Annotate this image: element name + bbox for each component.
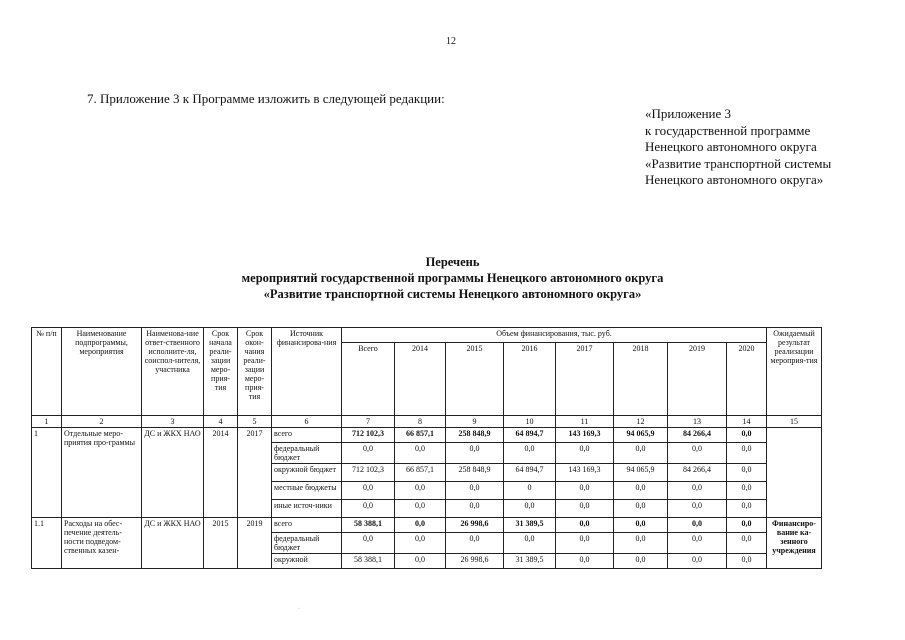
funding-value: 94 065,9 — [614, 464, 668, 482]
funding-value: 0,0 — [504, 533, 556, 554]
funding-value: 94 065,9 — [614, 428, 668, 443]
header-year: 2020 — [727, 343, 767, 416]
funding-value: 0,0 — [727, 464, 767, 482]
header-name: Наименование подпрограммы, мероприятия — [62, 328, 142, 416]
funding-value: 0,0 — [556, 518, 614, 533]
column-number: 11 — [556, 416, 614, 428]
funding-value: 0,0 — [556, 533, 614, 554]
program-table — [31, 327, 822, 569]
column-number: 7 — [342, 416, 395, 428]
appendix-line: Ненецкого автономного округа» — [645, 172, 824, 187]
funding-value: 31 389,5 — [504, 554, 556, 569]
funding-value: 0 — [504, 482, 556, 500]
funding-value: 58 388,1 — [342, 554, 395, 569]
measure-name: Расходы на обес-печение деятель-ности подведом-ственных казен- — [62, 518, 142, 569]
measures-table — [31, 327, 822, 569]
funding-value: 0,0 — [446, 533, 504, 554]
funding-value: 66 857,1 — [395, 464, 446, 482]
column-number: 8 — [395, 416, 446, 428]
funding-value: 0,0 — [446, 443, 504, 464]
funding-source: всего — [272, 518, 342, 533]
appendix-line: Ненецкого автономного округа — [645, 139, 817, 154]
end-year: 2017 — [238, 428, 272, 518]
header-num: № п/п — [32, 328, 62, 416]
executor: ДС и ЖКХ НАО — [142, 518, 204, 569]
scan-dot: · — [298, 606, 300, 612]
column-number: 4 — [204, 416, 238, 428]
funding-value: 0,0 — [668, 482, 727, 500]
funding-value: 84 266,4 — [668, 428, 727, 443]
funding-value: 0,0 — [446, 482, 504, 500]
funding-value: 0,0 — [504, 443, 556, 464]
expected-result: Финансиро-вание ка-зенного учреждения — [767, 518, 822, 569]
funding-value: 0,0 — [727, 443, 767, 464]
funding-value: 0,0 — [395, 554, 446, 569]
funding-source: федеральный бюджет — [272, 443, 342, 464]
column-number: 15 — [767, 416, 822, 428]
column-number: 5 — [238, 416, 272, 428]
funding-value: 0,0 — [504, 500, 556, 518]
funding-value: 64 894,7 — [504, 464, 556, 482]
table-row — [32, 518, 822, 533]
funding-source: окружной бюджет — [272, 464, 342, 482]
appendix-line: «Развитие транспортной системы — [645, 155, 832, 171]
funding-value: 66 857,1 — [395, 428, 446, 443]
funding-value: 712 102,3 — [342, 464, 395, 482]
funding-value: 0,0 — [614, 518, 668, 533]
funding-value: 712 102,3 — [342, 428, 395, 443]
funding-source: окружной — [272, 554, 342, 569]
header-year: 2015 — [446, 343, 504, 416]
header-total: Всего — [342, 343, 395, 416]
start-year: 2014 — [204, 428, 238, 518]
funding-value: 0,0 — [342, 500, 395, 518]
header-year: 2017 — [556, 343, 614, 416]
column-number: 12 — [614, 416, 668, 428]
funding-value: 0,0 — [342, 533, 395, 554]
header-source: Источник финансирова-ния — [272, 328, 342, 416]
funding-value: 0,0 — [614, 533, 668, 554]
funding-value: 143 169,3 — [556, 428, 614, 443]
amendment-text: 7. Приложение 3 к Программе изложить в следующей редакции: — [87, 91, 445, 106]
funding-value: 0,0 — [614, 500, 668, 518]
column-number-row — [32, 416, 822, 428]
appendix-heading — [645, 106, 831, 189]
funding-value: 0,0 — [556, 482, 614, 500]
funding-value: 0,0 — [556, 500, 614, 518]
funding-value: 0,0 — [395, 482, 446, 500]
start-year: 2015 — [204, 518, 238, 569]
funding-value: 143 169,3 — [556, 464, 614, 482]
header-year: 2018 — [614, 343, 668, 416]
column-number: 2 — [62, 416, 142, 428]
title-line: мероприятий государственной программы Ненецкого автономного округа — [241, 271, 664, 285]
funding-value: 0,0 — [395, 443, 446, 464]
row-num: 1 — [32, 428, 62, 518]
funding-value: 31 389,5 — [504, 518, 556, 533]
header-year: 2016 — [504, 343, 556, 416]
column-number: 1 — [32, 416, 62, 428]
measure-name: Отдельные меро-приятия про-граммы — [62, 428, 142, 518]
header-start: Срок начала реали-зации меро-прия-тия — [204, 328, 238, 416]
funding-value: 64 894,7 — [504, 428, 556, 443]
column-number: 10 — [504, 416, 556, 428]
header-volume: Объем финансирования, тыс. руб. — [342, 328, 767, 343]
header-end: Срок окон-чания реали-зации меро-прия-тия — [238, 328, 272, 416]
funding-value: 0,0 — [614, 443, 668, 464]
column-number: 14 — [727, 416, 767, 428]
funding-value: 0,0 — [727, 518, 767, 533]
funding-value: 258 848,9 — [446, 464, 504, 482]
funding-source: всего — [272, 428, 342, 443]
funding-value: 0,0 — [446, 500, 504, 518]
funding-value: 0,0 — [614, 482, 668, 500]
funding-value: 84 266,4 — [668, 464, 727, 482]
funding-value: 0,0 — [395, 533, 446, 554]
header-executor: Наименова-ние ответ-ственного исполните-ля, соиспол-нителя, участника — [142, 328, 204, 416]
title-line: «Развитие транспортной системы Ненецкого автономного округа» — [263, 287, 642, 301]
funding-value: 0,0 — [668, 500, 727, 518]
funding-value: 0,0 — [668, 518, 727, 533]
column-number: 6 — [272, 416, 342, 428]
header-result: Ожидаемый результат реализации мероприя-тия — [767, 328, 822, 416]
funding-value: 0,0 — [727, 533, 767, 554]
page-number: 12 — [446, 36, 456, 47]
document-title — [0, 254, 905, 302]
funding-value: 0,0 — [668, 554, 727, 569]
column-number: 9 — [446, 416, 504, 428]
funding-value: 258 848,9 — [446, 428, 504, 443]
appendix-line: к государственной программе — [645, 122, 811, 138]
header-year: 2019 — [668, 343, 727, 416]
funding-source: федеральный бюджет — [272, 533, 342, 554]
funding-value: 0,0 — [727, 500, 767, 518]
funding-value: 0,0 — [395, 500, 446, 518]
executor: ДС и ЖКХ НАО — [142, 428, 204, 518]
funding-value: 0,0 — [727, 428, 767, 443]
funding-value: 26 998,6 — [446, 554, 504, 569]
funding-value: 0,0 — [727, 482, 767, 500]
funding-value: 58 388,1 — [342, 518, 395, 533]
end-year: 2019 — [238, 518, 272, 569]
funding-value: 0,0 — [342, 482, 395, 500]
title-line: Перечень — [425, 255, 480, 269]
table-row — [32, 428, 822, 443]
header-year: 2014 — [395, 343, 446, 416]
funding-value: 0,0 — [668, 443, 727, 464]
funding-value: 0,0 — [668, 533, 727, 554]
funding-value: 0,0 — [395, 518, 446, 533]
funding-value: 0,0 — [727, 554, 767, 569]
row-num: 1.1 — [32, 518, 62, 569]
funding-value: 26 998,6 — [446, 518, 504, 533]
funding-value: 0,0 — [556, 443, 614, 464]
funding-value: 0,0 — [614, 554, 668, 569]
funding-value: 0,0 — [342, 443, 395, 464]
appendix-line: «Приложение 3 — [645, 106, 732, 121]
funding-value: 0,0 — [556, 554, 614, 569]
column-number: 3 — [142, 416, 204, 428]
column-number: 13 — [668, 416, 727, 428]
expected-result — [767, 428, 822, 518]
funding-source: местные бюджеты — [272, 482, 342, 500]
funding-source: иные источ-ники — [272, 500, 342, 518]
